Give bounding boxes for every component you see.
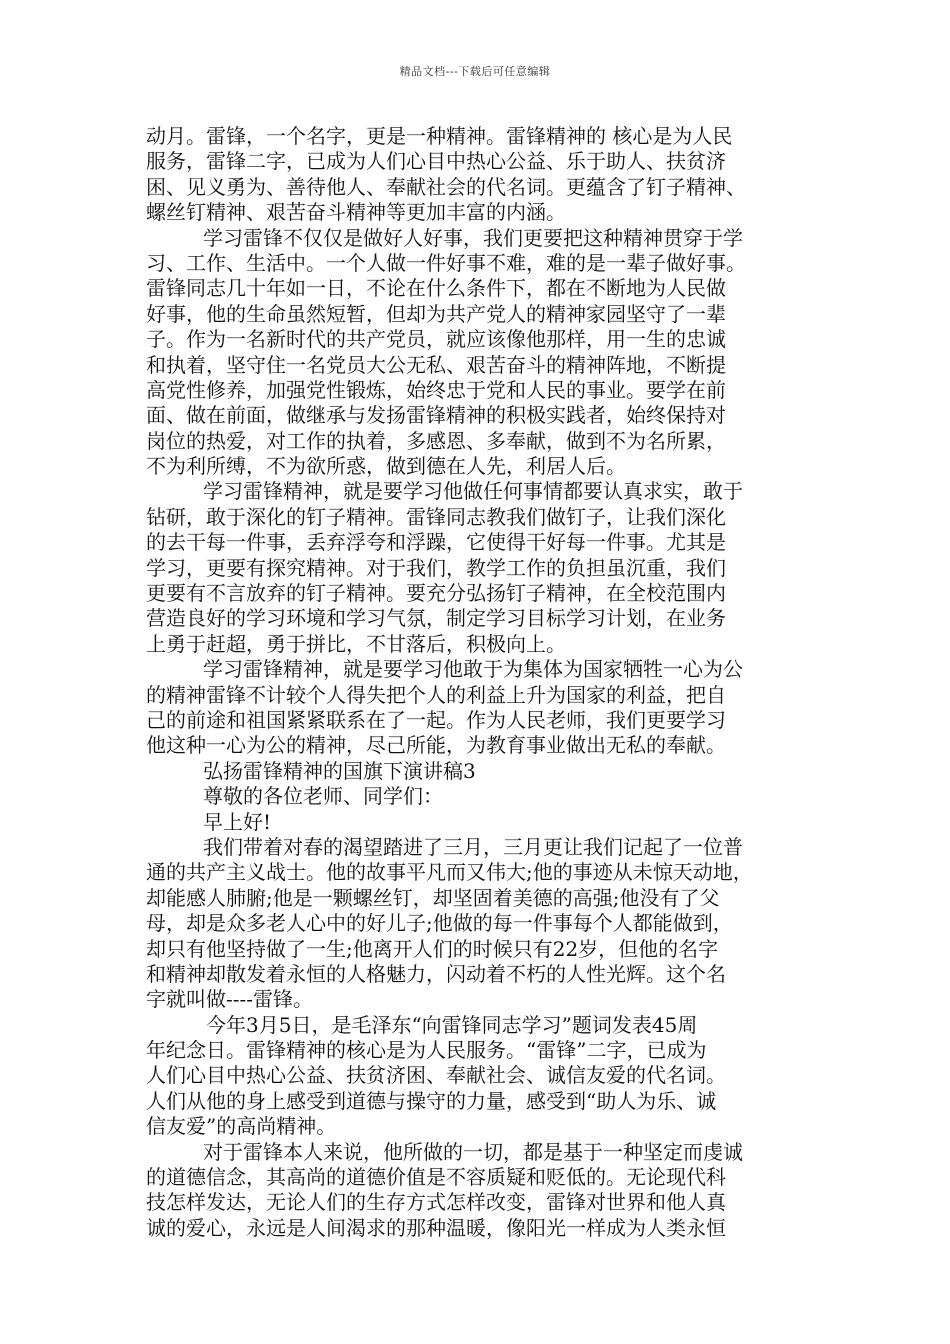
text-line: 的道德信念，其高尚的道德价值是不容质疑和贬低的。无论现代科: [146, 1165, 726, 1190]
paragraph-start-line: 学习雷锋不仅仅是做好人好事，我们更要把这种精神贯穿于学: [203, 225, 743, 250]
text-line: 己的前途和祖国紧紧联系在了一起。作为人民老师，我们更要学习: [146, 707, 726, 732]
text-line: 人们心目中热心公益、扶贫济困、奉献社会、诚信友爱的代名词。: [146, 1063, 726, 1088]
text-line: 信友爱”的高尚精神。: [146, 1114, 337, 1139]
text-line: 的去干每一件事，丢弃浮夸和浮躁，它使得干好每一件事。尤其是: [146, 530, 726, 555]
text-line: 高党性修养，加强党性锻炼，始终忠于党和人民的事业。要学在前: [146, 377, 726, 402]
text-line: 母，却是众多老人心中的好儿子;他做的每一件事每个人都能做到，: [146, 911, 733, 936]
section-title: 弘扬雷锋精神的国旗下演讲稿3: [203, 758, 476, 783]
text-line: 诚的爱心，永远是人间渴求的那种温暖，像阳光一样成为人类永恒: [146, 1215, 726, 1240]
paragraph-start-line: 对于雷锋本人来说，他所做的一切，都是基于一种坚定而虔诚: [203, 1139, 743, 1164]
text-line: 营造良好的学习环境和学习气氛，制定学习目标学习计划，在业务: [146, 606, 726, 631]
text-line: 学习，更要有探究精神。对于我们，教学工作的负担虽沉重，我们: [146, 555, 726, 580]
text-line: 技怎样发达，无论人们的生存方式怎样改变，雷锋对世界和他人真: [146, 1190, 726, 1215]
text-line: 通的共产主义战士。他的故事平凡而又伟大;他的事迹从未惊天动地，: [146, 860, 753, 885]
greeting: 早上好!: [203, 809, 272, 834]
text-line: 却能感人肺腑;他是一颗螺丝钉，却坚固着美德的高强;他没有了父: [146, 885, 720, 910]
text-line: 字就叫做----雷锋。: [146, 987, 314, 1012]
salutation: 尊敬的各位老师、同学们：: [203, 784, 443, 809]
text-line: 却只有他坚持做了一生;他离开人们的时候只有22岁，但他的名字: [146, 936, 719, 961]
text-line: 习、工作、生活中。一个人做一件好事不难，难的是一辈子做好事。: [146, 250, 746, 275]
text-line: 动月。雷锋，一个名字，更是一种精神。雷锋精神的 核心是为人民: [146, 124, 733, 148]
text-line: 更要有不言放弃的钉子精神。要充分弘扬钉子精神，在全校范围内: [146, 581, 726, 606]
text-line: 和执着，坚守住一名党员大公无私、艰苦奋斗的精神阵地，不断提: [146, 352, 726, 377]
text-line: 雷锋同志几十年如一日，不论在什么条件下，都在不断地为人民做: [146, 276, 726, 301]
document-body: [146, 124, 826, 1241]
paragraph-start-line: 学习雷锋精神，就是要学习他做任何事情都要认真求实，敢于: [203, 479, 743, 504]
text-line: 子。作为一名新时代的共产党员，就应该像他那样，用一生的忠诚: [146, 327, 726, 352]
text-line: 服务，雷锋二字，已成为人们心目中热心公益、乐于助人、扶贫济: [146, 149, 726, 174]
text-line: 上勇于赶超，勇于拼比，不甘落后，积极向上。: [146, 631, 566, 656]
text-line: 螺丝钉精神、艰苦奋斗精神等更加丰富的内涵。: [146, 200, 566, 225]
text-line: 困、见义勇为、善待他人、奉献社会的代名词。更蕴含了钉子精神、: [146, 174, 746, 199]
text-line: 岗位的热爱，对工作的执着，多感恩、多奉献，做到不为名所累，: [146, 428, 726, 453]
text-line: 面、做在前面，做继承与发扬雷锋精神的积极实践者，始终保持对: [146, 403, 726, 428]
text-line: 年纪念日。雷锋精神的核心是为人民服务。“雷锋”二字，已成为: [146, 1038, 707, 1063]
text-line: 人们从他的身上感受到道德与操守的力量，感受到“助人为乐、诚: [146, 1088, 717, 1113]
text-line: 和精神却散发着永恒的人格魅力，闪动着不朽的人性光辉。这个名: [146, 961, 726, 986]
text-line: 不为利所缚，不为欲所惑，做到德在人先，利居人后。: [146, 454, 626, 479]
paragraph-start-line: 学习雷锋精神，就是要学习他敢于为集体为国家牺牲一心为公: [203, 657, 743, 682]
text-line: 钻研，敢于深化的钉子精神。雷锋同志教我们做钉子，让我们深化: [146, 504, 726, 529]
text-line: 的精神雷锋不计较个人得失把个人的利益上升为国家的利益，把自: [146, 682, 726, 707]
paragraph-start-line: 今年3月5日，是毛泽东“向雷锋同志学习”题词发表45周: [206, 1012, 698, 1037]
text-line: 好事，他的生命虽然短暂，但却为共产党人的精神家园坚守了一辈: [146, 301, 726, 326]
page-header: 精品文档---下载后可任意编辑: [399, 65, 551, 78]
paragraph-start-line: 我们带着对春的渴望踏进了三月，三月更让我们记起了一位普: [203, 834, 743, 859]
text-line: 他这种一心为公的精神，尽己所能，为教育事业做出无私的奉献。: [146, 733, 726, 758]
